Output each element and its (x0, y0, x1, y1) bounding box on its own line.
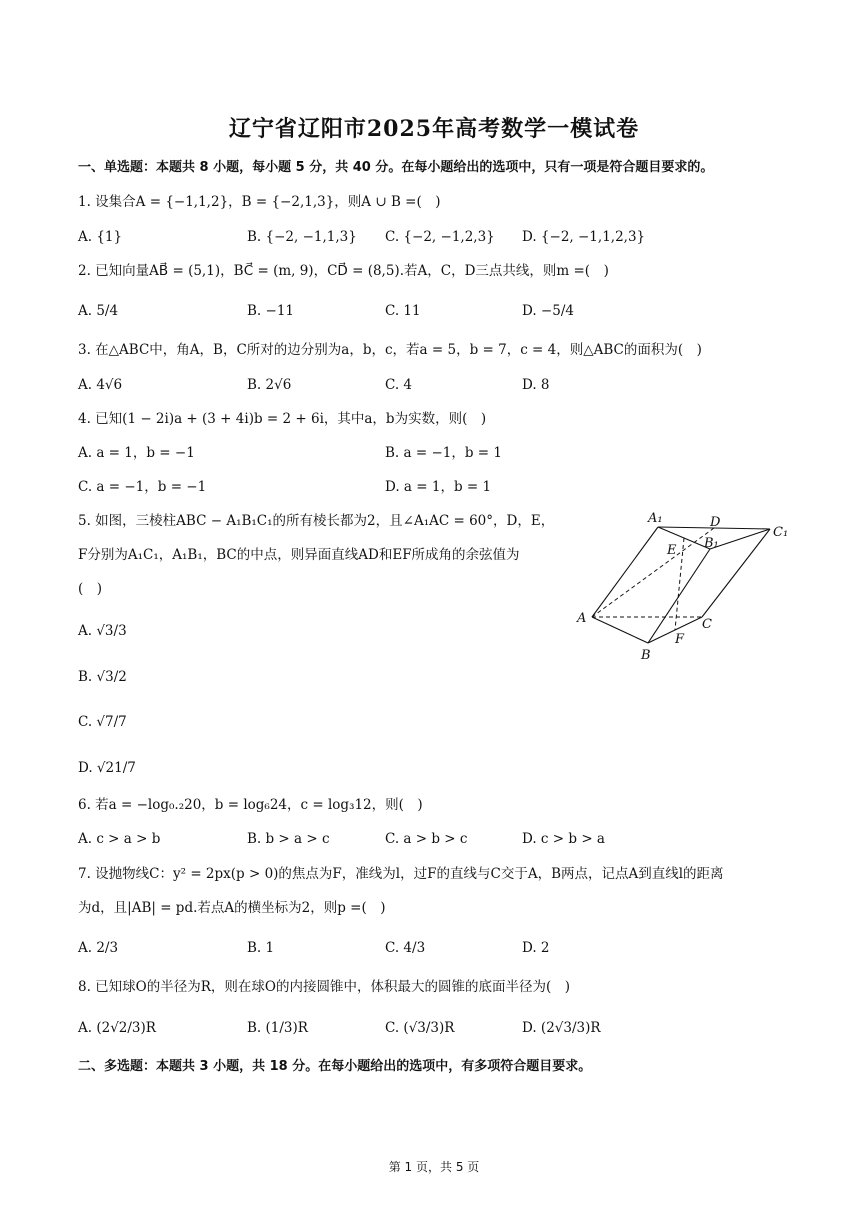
question-5-option-d[interactable]: D. √21/7 (78, 760, 136, 776)
question-7-option-b[interactable]: B. 1 (247, 940, 275, 956)
question-6-option-a[interactable]: A. c > a > b (78, 831, 161, 847)
label-c1: C₁ (773, 525, 789, 540)
question-7-stem-line2: 为d，且|AB| = pd.若点A的横坐标为2，则p =( ) (78, 900, 386, 916)
question-3-option-c[interactable]: C. 4 (385, 377, 413, 393)
question-3-stem: 3. 在△ABC中，角A，B，C所对的边分别为a，b，c，若a = 5，b = 7，c = 4，则△ABC的面积为( ) (78, 342, 702, 358)
question-7-option-a[interactable]: A. 2/3 (78, 940, 119, 956)
label-c: C (702, 617, 712, 632)
question-6-stem: 6. 若a = −log₀.₂20，b = log₆24，c = log₃12，则( ) (78, 797, 423, 813)
section-single-choice-header: 一、单选题：本题共 8 小题，每小题 5 分，共 40 分。在每小题给出的选项中，只有一项是符合题目要求的。 (78, 160, 714, 175)
edge-a-a1 (592, 527, 658, 617)
question-5-option-a[interactable]: A. √3/3 (78, 623, 127, 639)
question-1-option-a[interactable]: A. {1} (78, 229, 123, 245)
question-7-option-d[interactable]: D. 2 (522, 940, 550, 956)
question-4-option-b[interactable]: B. a = −1，b = 1 (385, 445, 502, 461)
question-5-stem-line1: 5. 如图，三棱柱ABC − A₁B₁C₁的所有棱长都为2，且∠A₁AC = 60°，D，E， (78, 513, 555, 529)
question-6-option-d[interactable]: D. c > b > a (522, 831, 605, 847)
question-4-option-a[interactable]: A. a = 1，b = −1 (78, 445, 195, 461)
edge-b1-c1 (710, 529, 770, 549)
question-3-option-d[interactable]: D. 8 (522, 377, 550, 393)
section-multiple-choice-header: 二、多选题：本题共 3 小题，共 18 分。在每小题给出的选项中，有多项符合题目要求。 (78, 1059, 592, 1074)
question-8-stem: 8. 已知球O的半径为R，则在球O的内接圆锥中，体积最大的圆锥的底面半径为( ) (78, 979, 571, 995)
question-4-option-c[interactable]: C. a = −1，b = −1 (78, 479, 207, 495)
question-3-option-a[interactable]: A. 4√6 (78, 377, 123, 393)
question-7-option-c[interactable]: C. 4/3 (385, 940, 426, 956)
label-b1: B₁ (704, 536, 719, 551)
question-2-option-d[interactable]: D. −5/4 (522, 303, 574, 319)
question-5-option-b[interactable]: B. √3/2 (78, 669, 127, 685)
question-5-stem-line2: F分别为A₁C₁，A₁B₁，BC的中点，则异面直线AD和EF所成角的余弦值为 (78, 547, 520, 563)
question-6-option-c[interactable]: C. a > b > c (385, 831, 468, 847)
label-e: E (667, 543, 677, 558)
question-1-option-b[interactable]: B. {−2, −1,1,3} (247, 229, 357, 245)
question-6-option-b[interactable]: B. b > a > c (247, 831, 330, 847)
question-4-stem: 4. 已知(1 − 2i)a + (3 + 4i)b = 2 + 6i，其中a，b为实数，则( ) (78, 411, 487, 427)
edge-a-b (592, 617, 648, 643)
question-1-stem: 1. 设集合A = {−1,1,2}，B = {−2,1,3}，则A ∪ B =( ) (78, 194, 441, 210)
question-7-stem-line1: 7. 设抛物线C：y² = 2px(p > 0)的焦点为F，准线为l，过F的直线与C交于A，B两点，记点A到直线l的距离 (78, 866, 724, 882)
question-3-option-b[interactable]: B. 2√6 (247, 377, 292, 393)
question-5-stem-line3: ( ) (78, 581, 103, 597)
question-8-option-c[interactable]: C. (√3/3)R (385, 1020, 455, 1036)
question-2-option-c[interactable]: C. 11 (385, 303, 421, 319)
question-1-option-c[interactable]: C. {−2, −1,2,3} (385, 229, 495, 245)
question-8-option-a[interactable]: A. (2√2/3)R (78, 1020, 156, 1036)
edge-b-b1 (648, 549, 710, 643)
question-2-stem: 2. 已知向量AB⃗ = (5,1)，BC⃗ = (m, 9)，CD⃗ = (8,5).若A，C，D三点共线，则m =( ) (78, 263, 609, 279)
label-a: A (577, 611, 587, 626)
question-5-option-c[interactable]: C. √7/7 (78, 714, 127, 730)
label-a1: A₁ (648, 511, 663, 526)
page-title: 辽宁省辽阳市2025年高考数学一模试卷 (228, 116, 640, 142)
question-8-option-d[interactable]: D. (2√3/3)R (522, 1020, 601, 1036)
label-b: B (641, 648, 651, 663)
question-2-option-a[interactable]: A. 5/4 (78, 303, 119, 319)
question-4-option-d[interactable]: D. a = 1，b = 1 (385, 479, 492, 495)
question-8-option-b[interactable]: B. (1/3)R (247, 1020, 308, 1036)
question-1-option-d[interactable]: D. {−2, −1,1,2,3} (522, 229, 646, 245)
label-f: F (675, 632, 685, 647)
segment-a-d (592, 528, 714, 617)
question-2-option-b[interactable]: B. −11 (247, 303, 294, 319)
page-footer: 第 1 页，共 5 页 (388, 1160, 480, 1174)
label-d: D (710, 515, 721, 530)
prism-figure (570, 505, 800, 670)
